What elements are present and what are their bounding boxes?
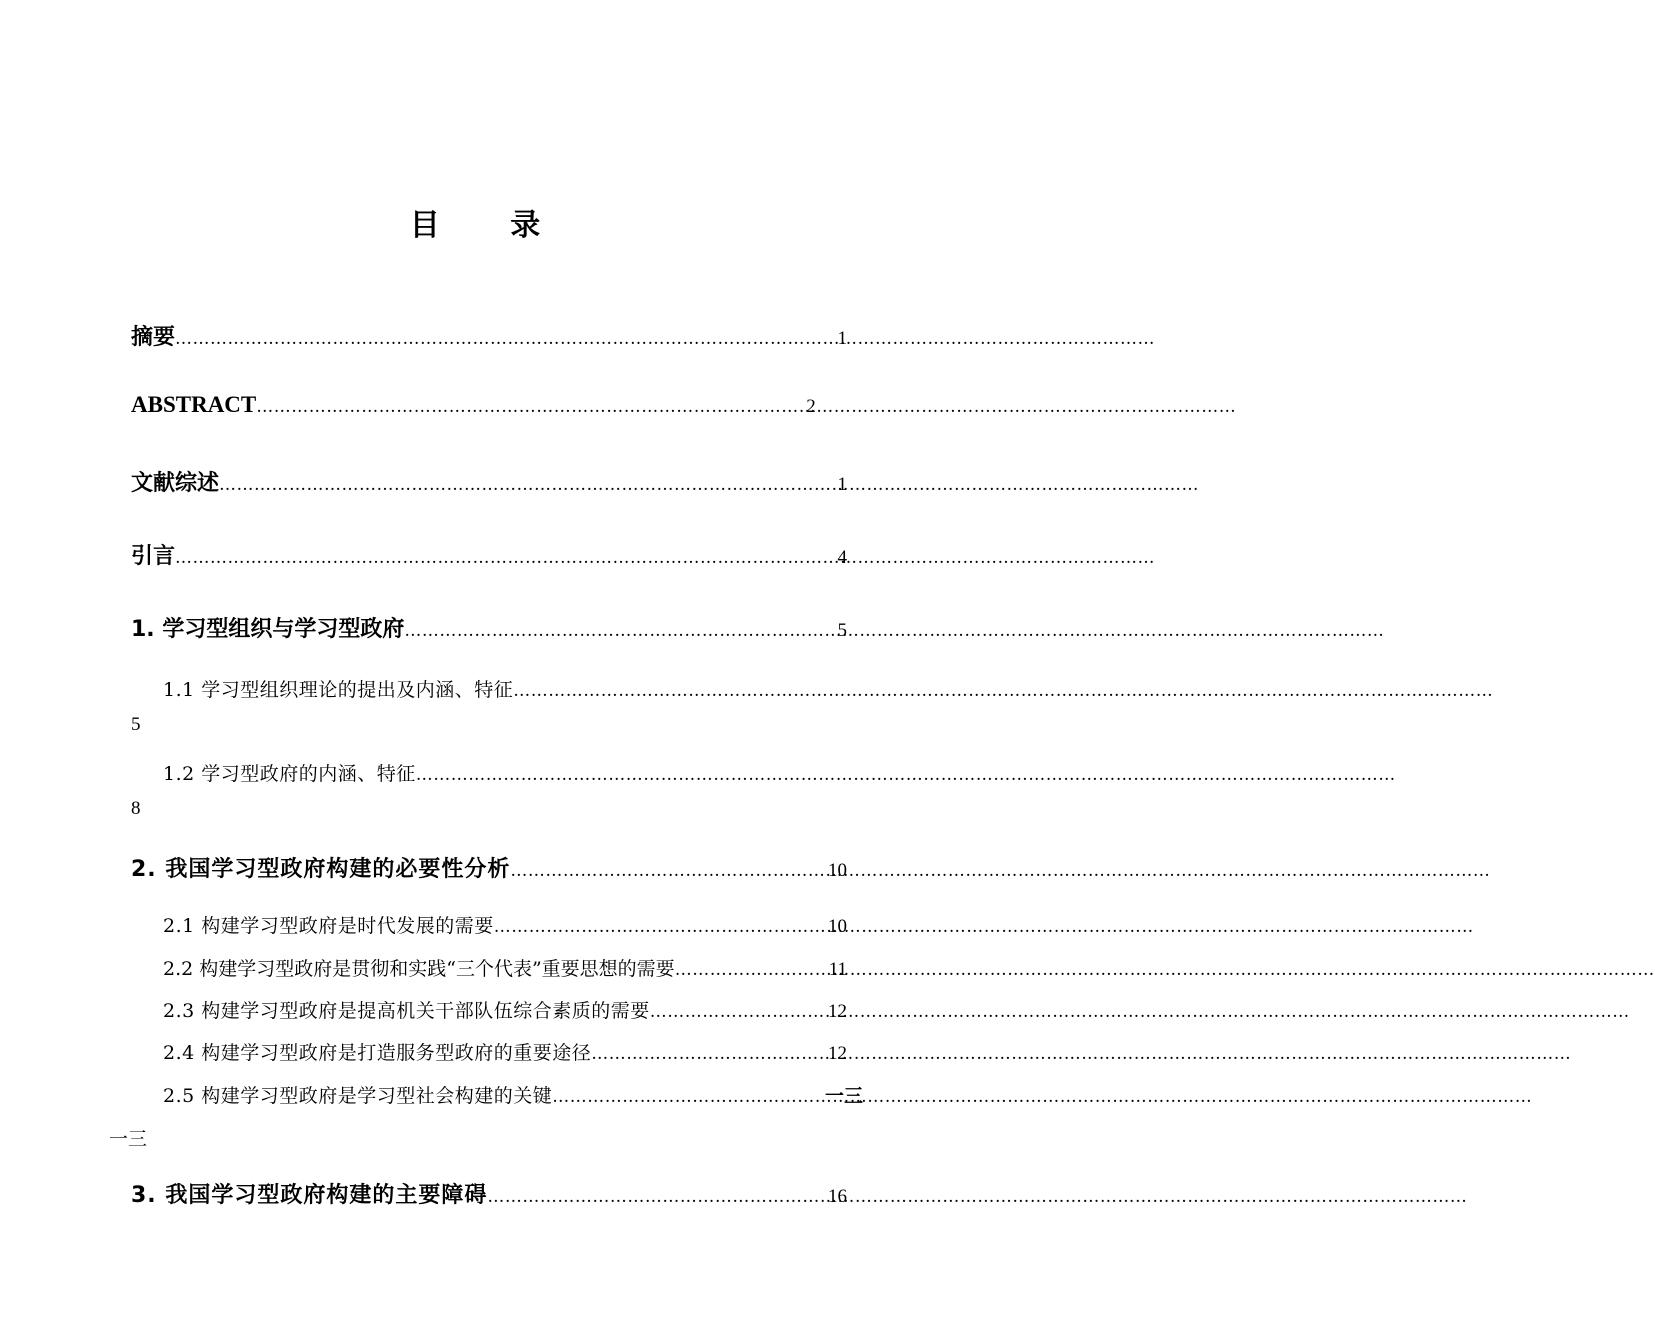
toc-entry-section-2-4[interactable] [163,1038,847,1065]
toc-entry-section-1-1[interactable] [163,675,847,702]
toc-entry-label: ABSTRACT [131,392,257,417]
toc-page-number: 1 [837,474,847,495]
toc-page-number: 1 [837,328,847,349]
toc-page-number: 5 [837,620,847,641]
toc-entry-label: 2. 我国学习型政府构建的必要性分析 [131,857,511,882]
toc-title: 目 录 [409,208,571,243]
dot-leader [487,1187,826,1207]
dot-leader [404,621,835,641]
dot-leader [510,861,826,881]
dot-leader [219,475,835,495]
toc-entry-introduction[interactable] [131,539,847,570]
toc-page-number: 16 [828,1186,847,1207]
toc-page-number-continuation: 一三 [109,1128,148,1150]
dot-leader [494,917,826,937]
dot-leader [256,397,804,417]
dot-leader [175,329,835,349]
toc-page-number-wrapped [109,1124,155,1150]
toc-entry-label: 1.2 学习型政府的内涵、特征 [163,763,416,785]
toc-page-number: 10 [828,916,847,937]
toc-page-number: 5 [131,714,141,735]
toc-entry-chapter-2[interactable] [131,852,847,883]
toc-entry-label: 2.5 构建学习型政府是学习型社会构建的关键 [163,1085,553,1107]
dot-leader [416,765,847,785]
toc-entry-chapter-1[interactable] [131,612,847,643]
toc-page-number: 8 [131,798,141,819]
toc-entry-label: 2.4 构建学习型政府是打造服务型政府的重要途径 [163,1042,592,1064]
toc-entry-section-2-5[interactable] [163,1081,864,1108]
toc-entry-section-1-2[interactable] [163,759,847,786]
toc-entry-label: 文献综述 [131,471,220,496]
toc-page-number: 4 [837,547,847,568]
dot-leader [552,1087,825,1107]
toc-entry-section-2-2[interactable] [163,954,847,981]
toc-page-number: 11 [828,959,847,980]
toc-page-number: 12 [828,1043,847,1064]
toc-entry-label: 2.2 构建学习型政府是贯彻和实践“三个代表”重要思想的需要 [163,958,675,980]
toc-entry-section-2-3[interactable] [163,996,847,1023]
toc-entry-abstract-en[interactable] [131,392,847,418]
toc-entry-chapter-3[interactable] [131,1178,847,1209]
toc-entry-label: 1.1 学习型组织理论的提出及内涵、特征 [163,679,514,701]
toc-page-number: 一三 [825,1085,864,1107]
dot-leader [513,681,847,701]
toc-page-number: 12 [828,1001,847,1022]
toc-entry-label: 3. 我国学习型政府构建的主要障碍 [131,1183,488,1208]
toc-entry-label: 2.3 构建学习型政府是提高机关干部队伍综合素质的需要 [163,1000,650,1022]
dot-leader [591,1044,826,1064]
toc-page-number: 10 [828,860,847,881]
toc-page-number: 2 [806,396,816,417]
toc-entry-section-2-1[interactable] [163,911,847,938]
toc-entry-label: 2.1 构建学习型政府是时代发展的需要 [163,915,494,937]
toc-entry-abstract-cn[interactable] [131,320,847,351]
toc-entry-label: 摘要 [131,325,176,350]
toc-entry-label: 引言 [131,544,176,569]
toc-entry-literature-review[interactable] [131,466,847,497]
dot-leader [175,548,835,568]
dot-leader [675,960,827,980]
dot-leader [650,1002,826,1022]
toc-entry-label: 1. 学习型组织与学习型政府 [131,617,405,642]
